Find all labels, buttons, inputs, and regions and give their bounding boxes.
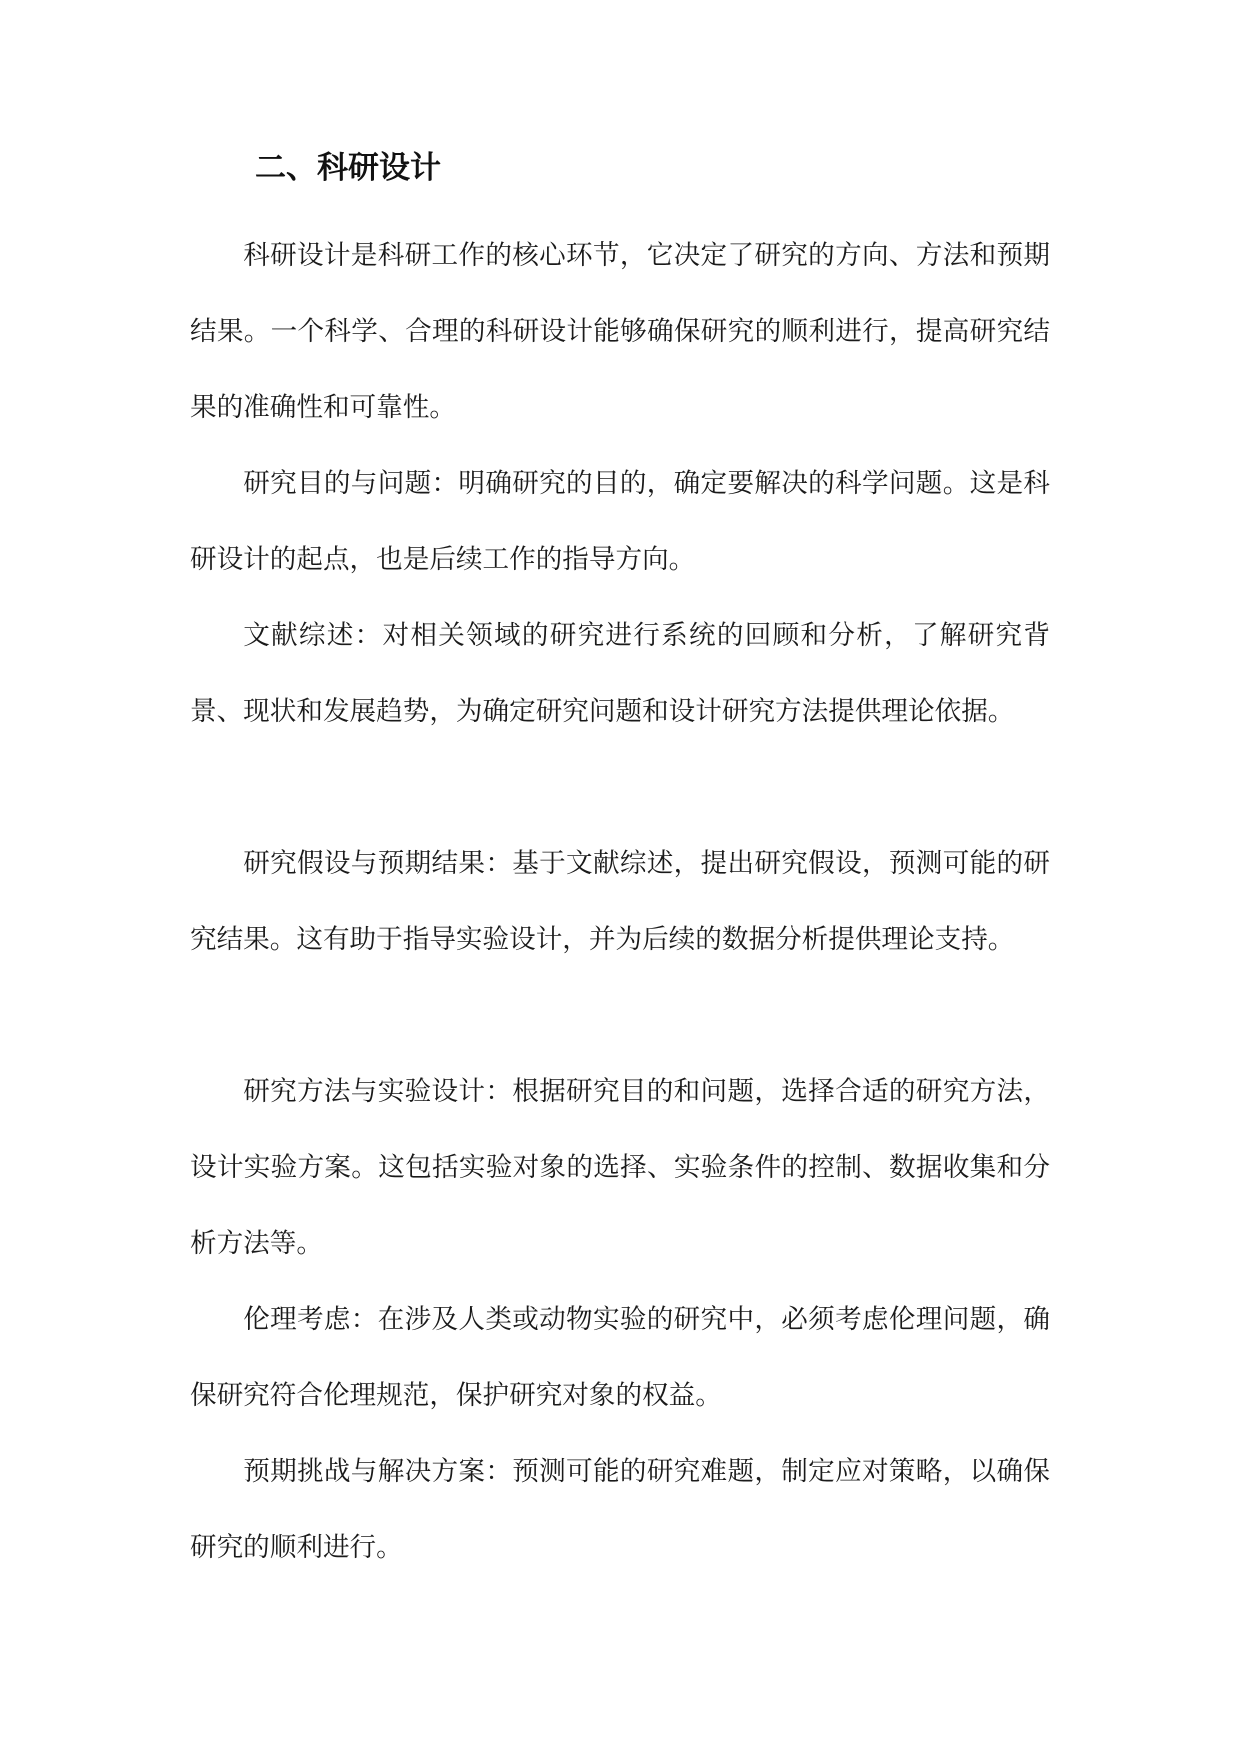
paragraph-ethics: 伦理考虑：在涉及人类或动物实验的研究中，必须考虑伦理问题，确保研究符合伦理规范，保护研究对象的权益。 bbox=[190, 1304, 1050, 1411]
paragraph-literature-review: 文献综述：对相关领域的研究进行系统的回顾和分析，了解研究背景、现状和发展趋势，为确定研究问题和设计研究方法提供理论依据。 bbox=[190, 620, 1050, 727]
paragraph-methods: 研究方法与实验设计：根据研究目的和问题，选择合适的研究方法，设计实验方案。这包括实验对象的选择、实验条件的控制、数据收集和分析方法等。 bbox=[190, 1076, 1050, 1259]
paragraph-research-purpose: 研究目的与问题：明确研究的目的，确定要解决的科学问题。这是科研设计的起点，也是后续工作的指导方向。 bbox=[190, 468, 1050, 575]
paragraph-challenges: 预期挑战与解决方案：预测可能的研究难题，制定应对策略，以确保研究的顺利进行。 bbox=[190, 1456, 1050, 1563]
paragraph-intro: 科研设计是科研工作的核心环节，它决定了研究的方向、方法和预期结果。一个科学、合理的科研设计能够确保研究的顺利进行，提高研究结果的准确性和可靠性。 bbox=[190, 240, 1050, 423]
paragraph-hypothesis: 研究假设与预期结果：基于文献综述，提出研究假设，预测可能的研究结果。这有助于指导实验设计，并为后续的数据分析提供理论支持。 bbox=[190, 848, 1050, 955]
section-heading: 二、科研设计 bbox=[255, 150, 441, 186]
